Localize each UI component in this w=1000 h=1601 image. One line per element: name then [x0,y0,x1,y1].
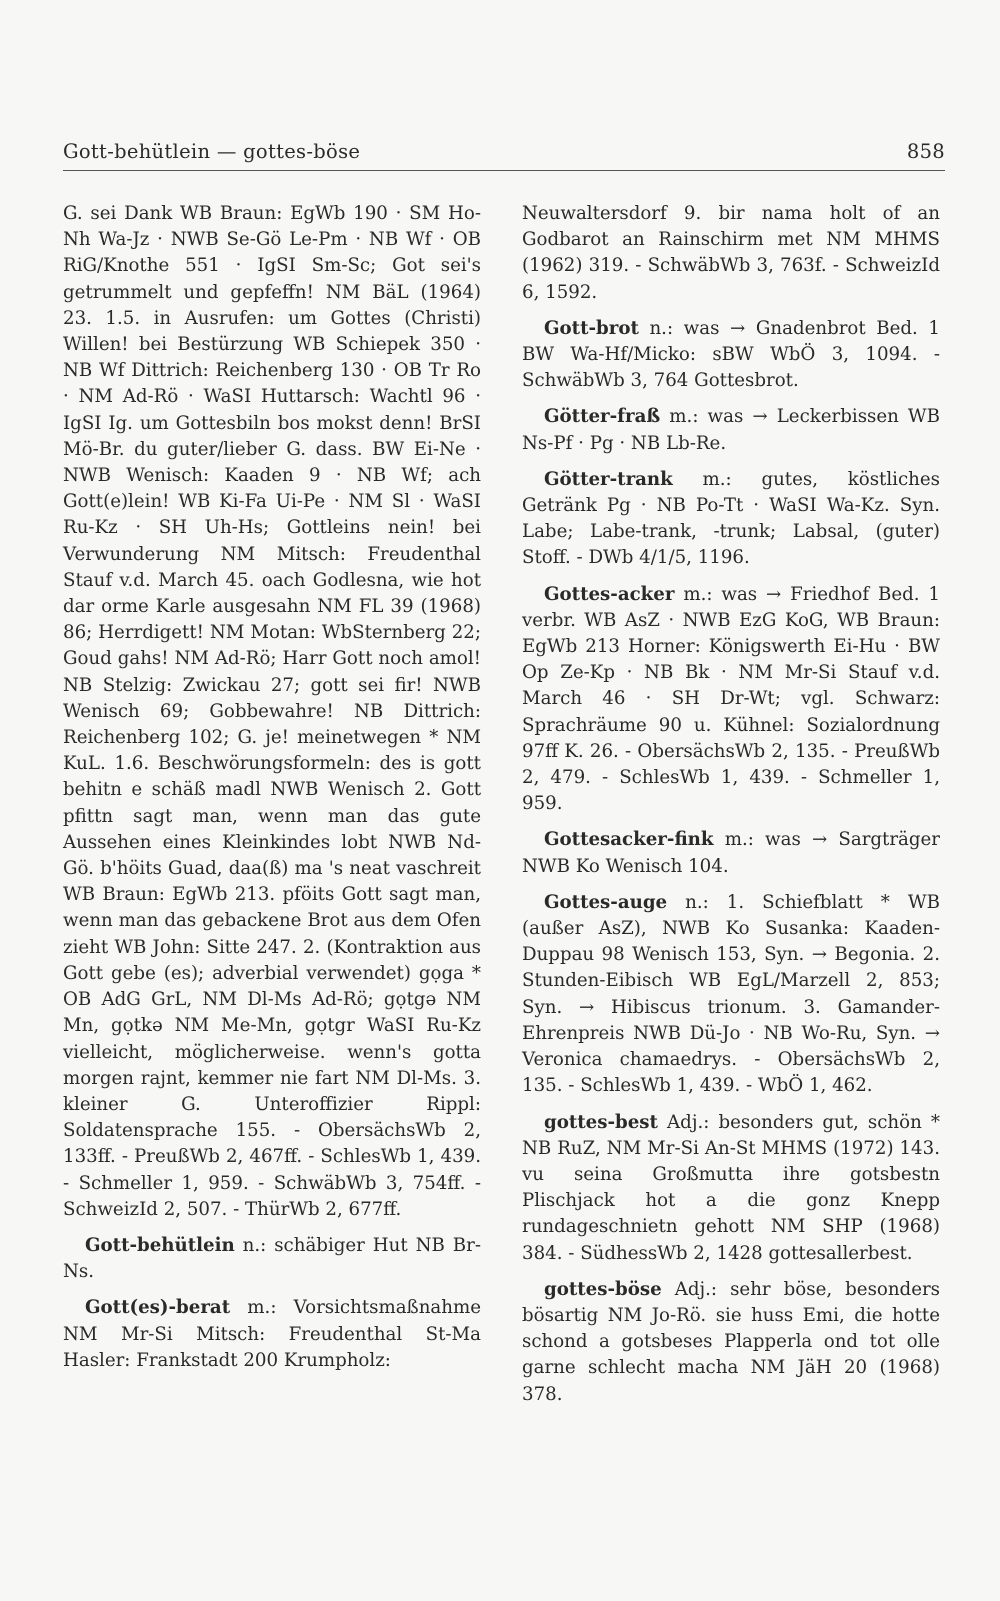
entry-gott-brot [522,316,940,395]
headword: Gott(es)-berat [85,1297,231,1319]
definition: Adj.: sehr böse, besonders bösartig NM Jo-Rö. sie huss Emi, die hotte schond a gotsbeses Plapperla ond tot olle garne schlecht macha NM JäH 20 (1968) 378. [522,1278,940,1405]
headword: Gott-brot [544,317,639,339]
definition: Adj.: besonders gut, schön * NB RuZ, NM Mr-Si An-St MHMS (1972) 143. vu seina Großmutta ihre gotsbestn Plischjack hot a die gonz Knepp rundageschnietn gehott NM SHP (1968) 384. - SüdhessWb 2, 1428 gottesallerbest. [522,1111,940,1264]
headword: Gottes-auge [544,891,668,913]
entry-gottes-auge [522,890,940,1100]
running-header [63,140,945,163]
definition: m.: Vorsichtsmaßnahme NM Mr-Si Mitsch: Freudenthal St-Ma Hasler: Frankstadt 200 Krumpholz: [63,1297,481,1371]
headword: Gottesacker-fink [544,829,714,851]
headword: Götter-fraß [544,406,661,428]
page-number: 858 [906,140,945,163]
right-column [522,201,940,1408]
entry-gottes-berat [63,1295,481,1374]
running-title: Gott-behütlein — gottes-böse [63,140,361,163]
entry-gottes-best [522,1110,940,1267]
entry-gottes-acker [522,582,940,818]
header-rule [63,170,945,171]
definition: m.: was → Friedhof Bed. 1 verbr. WB AsZ · NWB EzG KoG, WB Braun: EgWb 213 Horner: Königswerth Ei-Hu · BW Op Ze-Kp · NB Bk · NM Mr-Si Stauf v.d. March 46 · SH Dr-Wt; vgl. Schwarz: Sprachräume 90 u. Kühnel: Sozialordnung 97ff K. 26. - ObersächsWb 2, 135. - PreußWb 2, 479. - SchlesWb 1, 439. - Schmeller 1, 959. [522,583,940,815]
continued-entry-gott: G. sei Dank WB Braun: EgWb 190 · SM Ho-Nh Wa-Jz · NWB Se-Gö Le-Pm · NB Wf · OB RiG/Knothe 551 · IgSI Sm-Sc; Got sei's getrummelt und gepfeffn! NM BäL (1964) 23. 1.5. in Ausrufen: um Gottes (Christi) Willen! bei Bestürzung WB Schiepek 350 · NB Wf Dittrich: Reichenberg 130 · OB Tr Ro · NM Ad-Rö · WaSI Huttarsch: Wachtl 96 · IgSI Ig. um Gottesbiln bos mokst denn! BrSI Mö-Br. du guter/lieber G. dass. BW Ei-Ne · NWB Wenisch: Kaaden 9 · NB Wf; ach Gott(e)lein! WB Ki-Fa Ui-Pe · NM Sl · WaSI Ru-Kz · SH Uh-Hs; Gottleins nein! bei Verwunderung NM Mitsch: Freudenthal Stauf v.d. March 45. oach Godlesna, wie hot dar orme Karle ausgesahn NM FL 39 (1968) 86; Herrdigett! NM Motan: WbSternberg 22; Goud gahs! NM Ad-Rö; Harr Gott noch amol! NB Stelzig: Zwickau 27; gott sei fir! NWB Wenisch 69; Gobbewahre! NB Dittrich: Reichenberg 102; G. je! meinetwegen * NM KuL. 1.6. Beschwörungsformeln: des is gott behitn e schäß madl NWB Wenisch 2. Gott pfittn sagt man, wenn man das gute Aussehen eines Kleinkindes lobt NWB Nd-Gö. b'höits Guad, daa(ß) ma 's neat vaschreit WB Braun: EgWb 213. pföits Gott sagt man, wenn man das gebackene Brot aus dem Ofen zieht WB John: Sitte 247. 2. (Kontraktion aus Gott gebe (es); adverbial verwendet) gọga * OB AdG GrL, NM Dl-Ms Ad-Rö; gọtgə NM Mn, gọtkə NM Me-Mn, gọtgr WaSI Ru-Kz vielleicht, möglicherweise. wenn's gotta morgen rajnt, kemmer nie fart NM Dl-Ms. 3. kleiner G. Unteroffizier Rippl: Soldatensprache 155. - ObersächsWb 2, 133ff. - PreußWb 2, 467ff. - SchlesWb 1, 439. - Schmeller 1, 959. - SchwäbWb 3, 754ff. - SchweizId 2, 507. - ThürWb 2, 677ff. [63,203,481,1220]
definition: m.: was → Leckerbissen WB Ns-Pf · Pg · NB Lb-Re. [522,406,940,454]
entry-gottesacker-fink [522,827,940,879]
definition: m.: gutes, köstliches Getränk Pg · NB Po-Tt · WaSI Wa-Kz. Syn. Labe; Labe-trank, -trunk; Labsal, (guter) Stoff. - DWb 4/1/5, 1196. [522,468,940,569]
headword: Götter-trank [544,468,673,490]
headword: Gottes-acker [544,583,675,605]
definition: n.: schäbiger Hut NB Br-Ns. [63,1234,481,1283]
entry-goetter-frass [522,404,940,456]
entry-gott-behuetlein [63,1233,481,1285]
entry-goetter-trank [522,467,940,572]
headword: gottes-böse [544,1278,662,1300]
continued-entry-gottes-berat: Neuwaltersdorf 9. bir nama holt of an Godbarot an Rainschirm met NM MHMS (1962) 319. - SchwäbWb 3, 763f. - SchweizId 6, 1592. [522,203,940,303]
headword: gottes-best [544,1111,658,1133]
definition: n.: was → Gnadenbrot Bed. 1 BW Wa-Hf/Micko: sBW WbÖ 3, 1094. - SchwäbWb 3, 764 Gottesbrot. [522,317,940,392]
definition: m.: was → Sargträger NWB Ko Wenisch 104. [522,829,940,877]
entry-gottes-boese [522,1277,940,1408]
definition: n.: 1. Schiefblatt * WB (außer AsZ), NWB Ko Susanka: Kaaden-Duppau 98 Wenisch 153, Syn. → Begonia. 2. Stunden-Eibisch WB EgL/Marzell 2, 853; Syn. → Hibiscus trionum. 3. Gamander-Ehrenpreis NWB Dü-Jo · NB Wo-Ru, Syn. → Veronica chamaedrys. - ObersächsWb 2, 135. - SchlesWb 1, 439. - WbÖ 1, 462. [522,891,940,1097]
headword: Gott-behütlein [85,1234,235,1256]
left-column [63,201,481,1374]
